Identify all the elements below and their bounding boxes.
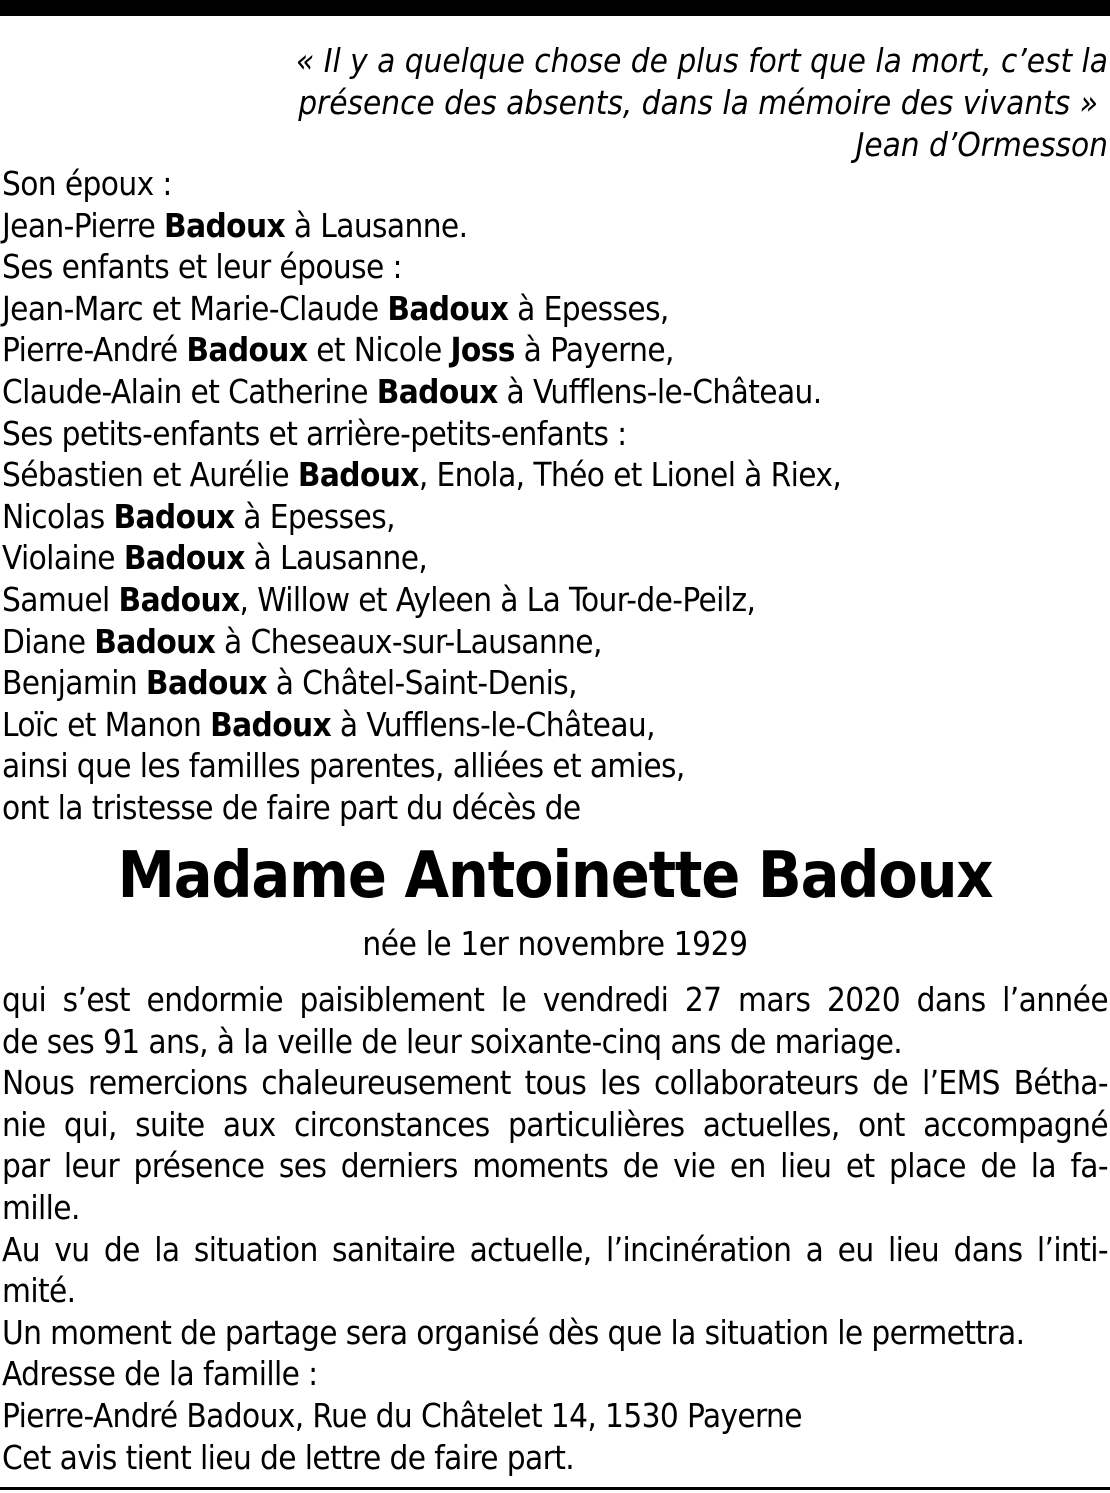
family-text: Ses petits-enfants et arrière-petits-enfants :	[2, 413, 627, 453]
closing-line: Adresse de la famille :	[2, 1354, 318, 1394]
family-text: Sébastien et Aurélie	[2, 455, 298, 495]
family-surname: Badoux	[387, 288, 509, 328]
family-line	[2, 413, 1108, 455]
closing-line: Un moment de partage sera organisé dès que la situation le permettra.	[2, 1312, 1025, 1352]
family-text: Diane	[2, 621, 95, 661]
family-text: Son époux :	[2, 164, 172, 203]
family-text: à Payerne,	[514, 330, 674, 370]
family-text: à Vufflens-le-Château,	[331, 704, 655, 744]
family-surname: Joss	[450, 330, 515, 370]
family-line	[2, 163, 1108, 205]
quote-line-1: « Il y a quelque chose de plus fort que la mort, c’est la	[295, 41, 1108, 80]
family-text: ont la tristesse de faire part du décès de	[2, 787, 581, 827]
quote-author: Jean d’Ormesson	[855, 125, 1108, 164]
family-surname: Badoux	[210, 704, 332, 744]
family-text: à Châtel-Saint-Denis,	[266, 663, 577, 703]
closing-line: Au vu de la situation sanitaire actuelle, l’incinération a eu lieu dans l’inti-	[2, 1229, 1108, 1269]
family-line	[2, 704, 1108, 746]
family-text: , Enola, Théo et Lionel à Riex,	[418, 455, 842, 495]
family-surname: Badoux	[376, 371, 498, 411]
family-text: à Epesses,	[508, 288, 669, 328]
family-surname: Badoux	[297, 455, 419, 495]
family-line	[2, 621, 1108, 663]
family-list	[2, 163, 1108, 829]
family-text: à Vufflens-le-Château.	[497, 371, 822, 411]
family-text: Jean-Marc et Marie-Claude	[2, 288, 388, 328]
top-border-rule	[0, 0, 1110, 16]
family-text: Violaine	[2, 538, 124, 578]
closing-line: Cet avis tient lieu de lettre de faire part.	[2, 1437, 575, 1477]
family-text: à Cheseaux-sur-Lausanne,	[215, 621, 602, 661]
family-line	[2, 454, 1108, 496]
family-line	[2, 579, 1108, 621]
family-text: Benjamin	[2, 663, 146, 703]
family-line	[2, 371, 1108, 413]
family-line	[2, 329, 1108, 371]
quote-line-2: présence des absents, dans la mémoire des vivants »	[298, 83, 1098, 122]
family-line	[2, 537, 1108, 579]
family-line	[2, 496, 1108, 538]
closing-line: Pierre-André Badoux, Rue du Châtelet 14, 1530 Payerne	[2, 1395, 802, 1435]
closing-line: nie qui, suite aux circonstances particulières actuelles, ont accompagné	[2, 1104, 1108, 1144]
family-surname: Badoux	[94, 621, 216, 661]
family-text: ainsi que les familles parentes, alliées et amies,	[2, 746, 685, 786]
family-text: Loïc et Manon	[2, 704, 211, 744]
family-text: Ses enfants et leur épouse :	[2, 247, 402, 287]
family-text: Jean-Pierre	[2, 205, 165, 245]
family-surname: Badoux	[118, 579, 240, 619]
family-line	[2, 288, 1108, 330]
closing-paragraphs	[2, 979, 1108, 1478]
closing-line: par leur présence ses derniers moments de vie en lieu et place de la fa-	[2, 1146, 1108, 1186]
family-text: , Willow et Ayleen à La Tour-de-Peilz,	[239, 579, 756, 619]
family-line	[2, 662, 1108, 704]
closing-line: mille.	[2, 1187, 80, 1227]
family-text: et Nicole	[307, 330, 451, 370]
family-surname: Badoux	[123, 538, 245, 578]
closing-line: qui s’est endormie paisiblement le vendredi 27 mars 2020 dans l’année	[2, 980, 1108, 1019]
family-line	[2, 246, 1108, 288]
bottom-border-rule	[0, 1487, 1110, 1490]
family-line	[2, 787, 1108, 829]
family-surname: Badoux	[164, 205, 286, 245]
family-surname: Badoux	[145, 663, 267, 703]
family-surname: Badoux	[113, 496, 235, 536]
family-text: Pierre-André	[2, 330, 187, 370]
closing-line: mité.	[2, 1271, 76, 1311]
family-text: Samuel	[2, 579, 119, 619]
birth-date: née le 1er novembre 1929	[362, 924, 748, 963]
family-text: Nicolas	[2, 496, 114, 536]
family-text: à Epesses,	[234, 496, 395, 536]
family-surname: Badoux	[186, 330, 308, 370]
deceased-name: Madame Antoinette Badoux	[117, 839, 993, 913]
family-line	[2, 205, 1108, 247]
closing-line: Nous remercions chaleureusement tous les collaborateurs de l’EMS Bétha-	[2, 1063, 1108, 1103]
epigraph-quote	[248, 40, 1108, 166]
family-text: à Lausanne.	[285, 205, 468, 245]
family-text: à Lausanne,	[244, 538, 428, 578]
family-line	[2, 745, 1108, 787]
closing-line: de ses 91 ans, à la veille de leur soixante-cinq ans de mariage.	[2, 1021, 903, 1061]
family-text: Claude-Alain et Catherine	[2, 371, 377, 411]
